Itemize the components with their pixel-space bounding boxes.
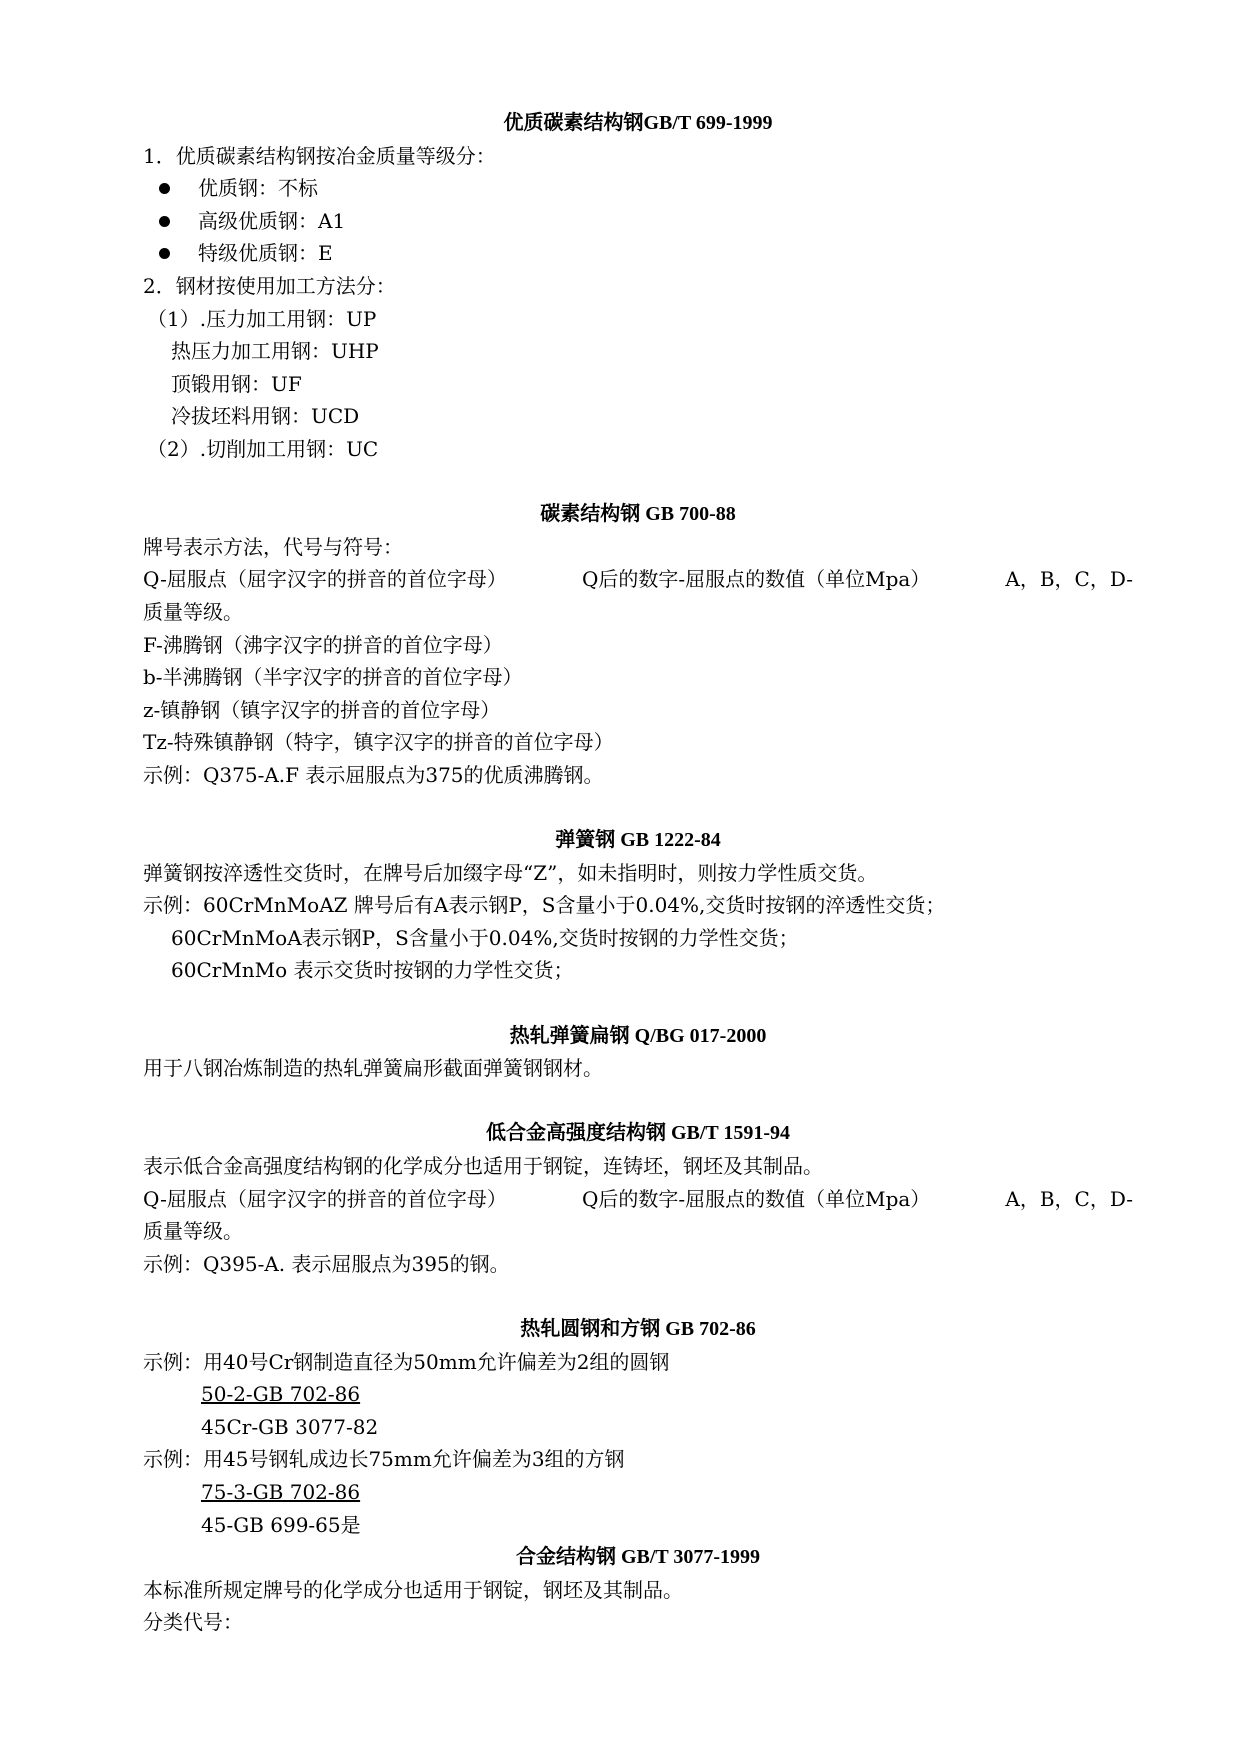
text-line: 牌号表示方法，代号与符号： bbox=[143, 534, 403, 559]
text-line: （1）.压力加工用钢：UP bbox=[147, 306, 377, 331]
text-line: 表示低合金高强度结构钢的化学成分也适用于钢锭，连铸坯，钢坯及其制品。 bbox=[143, 1154, 823, 1178]
section-title-1: 优质碳素结构钢GB/T 699-1999 bbox=[503, 112, 773, 134]
bullet-text: 特级优质钢：E bbox=[198, 241, 333, 266]
text-line: 热压力加工用钢：UHP bbox=[171, 339, 379, 364]
text-line: 弹簧钢按淬透性交货时，在牌号后加缀字母“Z”，如未指明时，则按力学性质交货。 bbox=[143, 860, 878, 885]
section-title-5: 低合金高强度结构钢 GB/T 1591-94 bbox=[485, 1122, 791, 1145]
text-line: 示例：60CrMnMoAZ 牌号后有A表示钢P，S含量小于0.04%,交货时按钢的淬透性交货； bbox=[143, 893, 946, 918]
bullet-icon bbox=[159, 248, 170, 259]
text-line: z-镇静钢（镇字汉字的拼音的首位字母） bbox=[143, 697, 501, 722]
bullet-item bbox=[143, 205, 1133, 238]
text-line bbox=[143, 1476, 1133, 1509]
text-line: Tz-特殊镇静钢（特字，镇字汉字的拼音的首位字母） bbox=[143, 730, 614, 755]
document-page bbox=[143, 107, 1133, 1639]
text-line: （2）.切削加工用钢：UC bbox=[147, 436, 379, 461]
spacer bbox=[143, 466, 1133, 499]
text-line: 60CrMnMoA表示钢P，S含量小于0.04%,交货时按钢的力学性交货； bbox=[171, 925, 799, 950]
text-line: 45Cr-GB 3077-82 bbox=[201, 1414, 379, 1439]
spacer bbox=[143, 1085, 1133, 1118]
text-line: 本标准所规定牌号的化学成分也适用于钢锭，钢坯及其制品。 bbox=[143, 1577, 683, 1602]
underlined-text: 75-3-GB 702-86 bbox=[201, 1479, 361, 1504]
bullet-item bbox=[143, 237, 1133, 270]
text-segment: Q后的数字-屈服点的数值（单位Mpa） bbox=[581, 1186, 931, 1211]
section-title-2: 碳素结构钢 GB 700-88 bbox=[540, 503, 736, 526]
text-line: 质量等级。 bbox=[143, 1219, 243, 1244]
bullet-text: 高级优质钢：A1 bbox=[198, 208, 346, 233]
section-title-3: 弹簧钢 GB 1222-84 bbox=[555, 829, 721, 852]
text-segment: Q-屈服点（屈字汉字的拼音的首位字母） bbox=[143, 1186, 507, 1211]
text-line: 冷拔坯料用钢：UCD bbox=[171, 404, 360, 429]
text-segment: A，B，C，D- bbox=[1005, 1186, 1133, 1211]
text-line: 示例：Q375-A.F 表示屈服点为375的优质沸腾钢。 bbox=[143, 762, 604, 787]
text-segment: Q后的数字-屈服点的数值（单位Mpa） bbox=[581, 567, 931, 592]
text-line: 顶锻用钢：UF bbox=[171, 371, 302, 396]
text-line: 质量等级。 bbox=[143, 599, 243, 624]
bullet-item bbox=[143, 172, 1133, 205]
three-column-line bbox=[143, 563, 1133, 596]
text-line: 示例：用40号Cr钢制造直径为50mm允许偏差为2组的圆钢 bbox=[143, 1349, 670, 1374]
three-column-line bbox=[143, 1183, 1133, 1216]
spacer bbox=[143, 987, 1133, 1020]
text-line: 45-GB 699-65是 bbox=[201, 1512, 361, 1537]
text-line: 分类代号： bbox=[143, 1610, 243, 1635]
text-line: 示例：Q395-A. 表示屈服点为395的钢。 bbox=[143, 1251, 510, 1276]
text-line: 示例：用45号钢轧成边长75mm允许偏差为3组的方钢 bbox=[143, 1447, 625, 1472]
text-line: 2．钢材按使用加工方法分： bbox=[143, 273, 396, 298]
section-title-7: 合金结构钢 GB/T 3077-1999 bbox=[515, 1546, 761, 1569]
bullet-icon bbox=[159, 183, 170, 194]
bullet-icon bbox=[159, 216, 170, 227]
section-title-4: 热轧弹簧扁钢 Q/BG 017-2000 bbox=[509, 1024, 767, 1047]
underlined-text: 50-2-GB 702-86 bbox=[201, 1382, 361, 1407]
bullet-text: 优质钢：不标 bbox=[198, 176, 318, 201]
spacer bbox=[143, 1280, 1133, 1313]
text-line: 60CrMnMo 表示交货时按钢的力学性交货； bbox=[171, 958, 574, 983]
section-title-6: 热轧圆钢和方钢 GB 702-86 bbox=[520, 1317, 756, 1340]
text-line: F-沸腾钢（沸字汉字的拼音的首位字母） bbox=[143, 632, 503, 657]
text-line: 1．优质碳素结构钢按冶金质量等级分： bbox=[143, 143, 496, 168]
text-segment: A，B，C，D- bbox=[1005, 567, 1133, 592]
text-line bbox=[143, 1378, 1133, 1411]
text-line: 用于八钢冶炼制造的热轧弹簧扁形截面弹簧钢钢材。 bbox=[143, 1056, 603, 1081]
text-line: b-半沸腾钢（半字汉字的拼音的首位字母） bbox=[143, 665, 523, 690]
text-segment: Q-屈服点（屈字汉字的拼音的首位字母） bbox=[143, 567, 507, 592]
spacer bbox=[143, 791, 1133, 824]
